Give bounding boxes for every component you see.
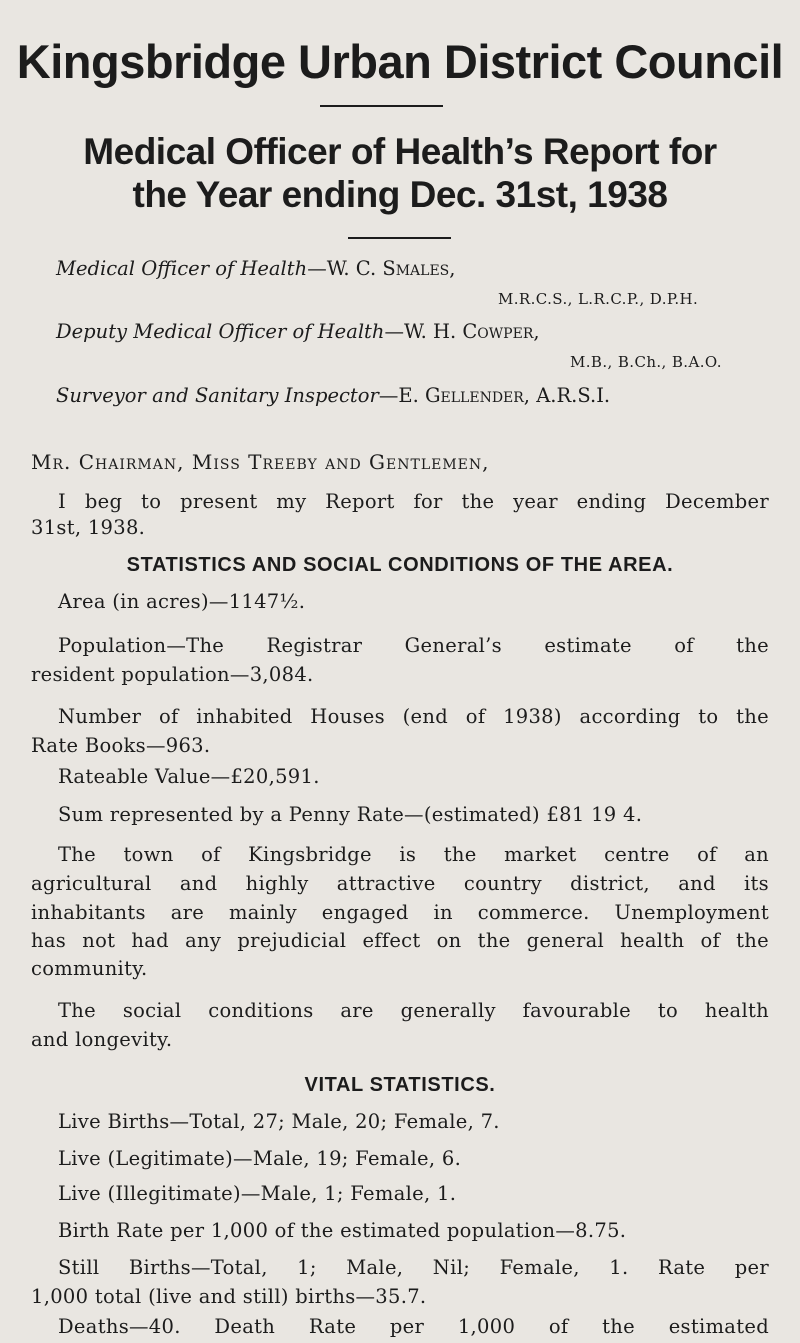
- still-births-line-2: 1,000 total (live and still) births—35.7.: [31, 1285, 427, 1308]
- officer-name: E. Gellender, A.R.S.I.: [398, 384, 611, 407]
- birth-rate-line: Birth Rate per 1,000 of the estimated population—8.75.: [58, 1219, 627, 1242]
- town-line-1: The town of Kingsbridge is the market centre of an: [58, 843, 769, 866]
- town-line-4: has not had any prejudicial effect on the general health of the: [31, 929, 769, 952]
- officer-qualifications: M.B., B.Ch., B.A.O.: [570, 353, 722, 371]
- illegitimate-births-line: Live (Illegitimate)—Male, 1; Female, 1.: [58, 1182, 457, 1205]
- council-title: Kingsbridge Urban District Council: [16, 35, 784, 88]
- town-line-5: community.: [31, 957, 148, 980]
- title-divider: [320, 105, 443, 107]
- officer-surveyor: [56, 384, 610, 407]
- officer-role: Medical Officer of Health: [56, 257, 308, 280]
- houses-line-1: Number of inhabited Houses (end of 1938) according to the: [58, 705, 769, 728]
- officer-role: Surveyor and Sanitary Inspector: [56, 384, 379, 407]
- section-heading-statistics: STATISTICS AND SOCIAL CONDITIONS OF THE AREA.: [126, 554, 674, 576]
- penny-rate-line: Sum represented by a Penny Rate—(estimated) £81 19 4.: [58, 803, 643, 826]
- report-title-line-1: Medical Officer of Health’s Report for: [83, 131, 717, 172]
- legitimate-births-line: Live (Legitimate)—Male, 19; Female, 6.: [58, 1147, 462, 1170]
- deaths-line-1: Deaths—40. Death Rate per 1,000 of the estimated: [58, 1315, 769, 1338]
- still-births-line-1: Still Births—Total, 1; Male, Nil; Female, 1. Rate per: [58, 1256, 769, 1279]
- section-heading-vital-statistics: VITAL STATISTICS.: [304, 1074, 496, 1096]
- officer-role: Deputy Medical Officer of Health: [56, 320, 385, 343]
- intro-line-2: 31st, 1938.: [31, 516, 146, 539]
- rateable-value-line: Rateable Value—£20,591.: [58, 765, 320, 788]
- officer-separator: —: [307, 257, 327, 280]
- town-line-3: inhabitants are mainly engaged in commerce. Unemployment: [31, 901, 769, 924]
- houses-line-2: Rate Books—963.: [31, 734, 211, 757]
- officer-qualifications: M.R.C.S., L.R.C.P., D.P.H.: [498, 290, 699, 308]
- live-births-line: Live Births—Total, 27; Male, 20; Female, 7.: [58, 1110, 500, 1133]
- officer-name: W. H. Cowper,: [403, 320, 540, 343]
- officer-separator: —: [378, 384, 399, 407]
- officer-medical: [56, 257, 455, 280]
- population-line-2: resident population—3,084.: [31, 663, 314, 686]
- officer-name: W. C. Smales,: [326, 257, 456, 280]
- salutation: Mr. Chairman, Miss Treeby and Gentlemen,: [31, 450, 490, 474]
- social-line-1: The social conditions are generally favourable to health: [58, 999, 769, 1022]
- officer-deputy: [56, 320, 540, 343]
- officer-separator: —: [384, 320, 404, 343]
- officers-divider: [348, 237, 451, 239]
- social-line-2: and longevity.: [31, 1028, 173, 1051]
- intro-line-1: I beg to present my Report for the year ending December: [58, 490, 769, 513]
- town-line-2: agricultural and highly attractive country district, and its: [31, 872, 769, 895]
- population-line-1: Population—The Registrar General’s estimate of the: [58, 634, 769, 657]
- area-line: Area (in acres)—1147½.: [58, 590, 306, 613]
- report-title-line-2: the Year ending Dec. 31st, 1938: [132, 174, 668, 215]
